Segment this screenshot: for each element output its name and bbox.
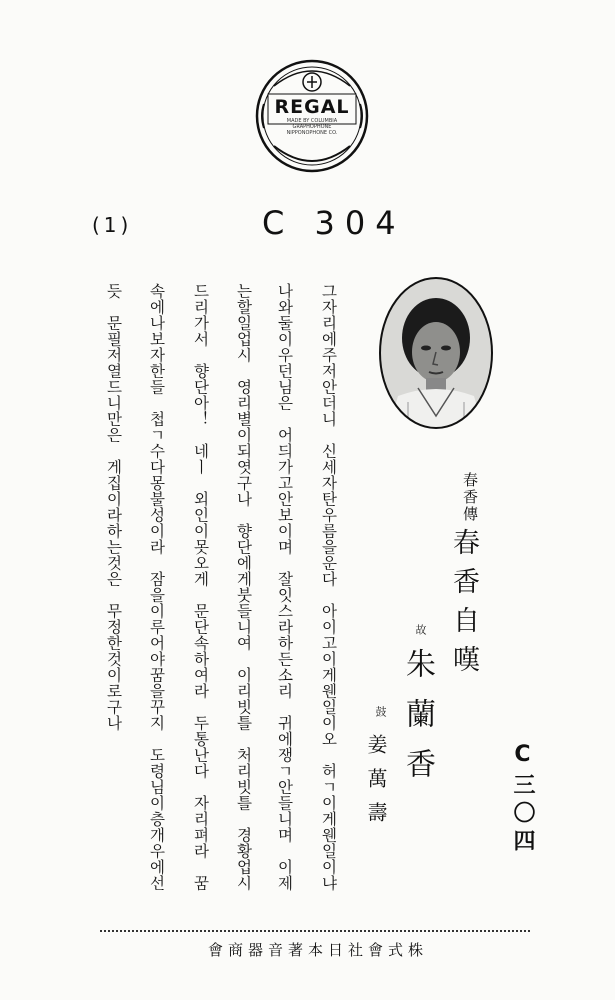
regal-logo [254,58,370,174]
late-marker: 故 [414,624,427,635]
brand-subtitle [276,118,348,136]
catalog-number: C 304 [262,204,406,242]
singer-name: 朱蘭香 [400,648,435,798]
lyric-line-2: 나와둘이우던님은 어듸가고안보이며 잘잇스라하든소리 귀에쟁ㄱ안들니며 이제 [275,283,294,891]
brand-name: REGAL [274,96,350,118]
footer-divider [100,930,530,932]
footer-company: 會商器音著本日社會式株 [207,941,428,959]
side-number: (1) [92,213,133,237]
lyric-line-5: 속에나보자한들 첩ㄱ수다몽불성이라 잠을이루어야꿈을꾸지 도령님이층개우에선 [147,283,166,891]
lyric-line-4: 드리가서 향단아！ 네ㅣ 외인이못오게 문단속하여라 두통난다 자리펴라 꿈 [191,283,210,891]
lyric-line-6: 듯 문필저열드니만은 게집이라하는것은 무정한것이로구나 [104,283,123,731]
brand-subtitle-line2: NIPPONOPHONE CO. [286,130,338,136]
singer-portrait [378,276,494,430]
lyric-line-3: 는할일업시 영리별이되엿구나 향단에게붓들니여 이리빗틀 처리빗틀 경황업시 [234,283,253,891]
accompanist-name: 姜萬壽 [364,734,388,836]
lyric-line-1: 그자리에주저안더니 신세자탄우름을운다 아이고이게웬일이오 허ㄱ이게웬일이냐 [319,283,338,891]
song-prefix: 春香傳 [461,472,479,523]
accompaniment-label: 鼓 [374,706,387,717]
song-title: 春香自嘆 [448,528,479,684]
brand-subtitle-line1: MADE BY COLUMBIA GRAPHOPHONE [286,118,338,130]
catalog-number-kanji: C三〇四 [510,742,535,857]
